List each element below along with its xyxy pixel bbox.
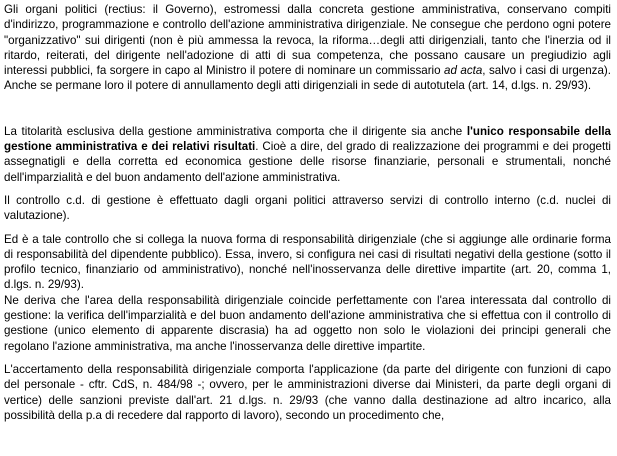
paragraph-text: . Cioè a dire, del grado di realizzazione dei programmi e dei progetti assegnatigli e della corretta ed economica gestione delle risorse finanziarie, personali e strumentali, nonché dell'imparzialità e del buon andamento dell'azione amministrativa. xyxy=(4,140,611,184)
paragraph-text: Il controllo c.d. di gestione è effettuato dagli organi politici attraverso servizi di controllo interno (c.d. nuclei di valutazione). xyxy=(4,193,611,223)
italic-term: ad acta xyxy=(444,64,483,78)
bold-term: l'unico responsabile della gestione amministrativa e dei relativi risultati xyxy=(4,124,611,154)
paragraph-responsibility-area xyxy=(4,293,611,354)
paragraph-spacer xyxy=(4,94,611,124)
paragraph-text: Gli organi politici (rectius: il Governo), estromessi dalla concreta gestione amministrativa, conservano compiti d'indirizzo, programmazione e controllo dell'azione amministrativa dirigenziale. Ne consegue che perdono ogni potere "organizzativo" sui dirigenti (non è più ammessa la revoca, la riforma…degli atti dirigenziali, tanto che l'inerzia od il ritardo, reiterati, del dirigente nell'adozione di atti di sua competenza, che possano causare un pregiudizio agli interessi pubblici, fa sorgere in capo al Ministro il potere di nominare un commissario xyxy=(4,3,611,78)
paragraph-text: Ne deriva che l'area della responsabilità dirigenziale coincide perfettamente con l'area interessata dal controllo di gestione: la verifica dell'imparzialità e del buon andamento dell'azione amministrativa che si effettua con il controllo di gestione (unico elemento di apparente discrasia) ha ad oggetto non solo le violazioni dei principi generali che regolano l'azione amministrativa, ma anche l'inosservanza delle direttive impartite. xyxy=(4,293,611,353)
paragraph-managerial-responsibility xyxy=(4,232,611,293)
paragraph-text: L'accertamento della responsabilità dirigenziale comporta l'applicazione (da parte del dirigente con funzioni di capo del personale - cftr. CdS, n. 484/98 -; ovvero, per le amministrazioni diverse dai Ministeri, da parte degli organi di vertice) delle sanzioni previste dall'art. 21 d.lgs. n. 29/93 (che vanno dalla destinazione ad altro incarico, alla possibilità della p.a di recedere dal rapporto di lavoro), secondo un procedimento che, xyxy=(4,362,611,422)
paragraph-spacer xyxy=(4,224,611,232)
paragraph-political-organs xyxy=(4,2,611,94)
paragraph-spacer xyxy=(4,185,611,193)
paragraph-text: La titolarità esclusiva della gestione amministrativa comporta che il dirigente sia anche xyxy=(4,124,467,138)
paragraph-exclusive-management xyxy=(4,124,611,185)
paragraph-spacer xyxy=(4,354,611,362)
paragraph-management-control xyxy=(4,193,611,224)
document-page xyxy=(4,2,611,423)
paragraph-text: Ed è a tale controllo che si collega la nuova forma di responsabilità dirigenziale (che si aggiunge alle ordinarie forma di responsabilità del dipendente pubblico). Essa, invero, si configura nei casi di risultati negativi della gestione (sotto il profilo tecnico, finanziario od amministrativo), nonché nell'inosservanza delle direttive impartite (art. 20, comma 1, d.lgs. n. 29/93). xyxy=(4,232,611,292)
paragraph-assessment-sanctions xyxy=(4,362,611,423)
paragraph-text: , salvo i casi di urgenza). Anche se permane loro il potere di annullamento degli atti dirigenziali in sede di autotutela (art. 14, d.lgs. n. 29/93). xyxy=(4,64,612,93)
